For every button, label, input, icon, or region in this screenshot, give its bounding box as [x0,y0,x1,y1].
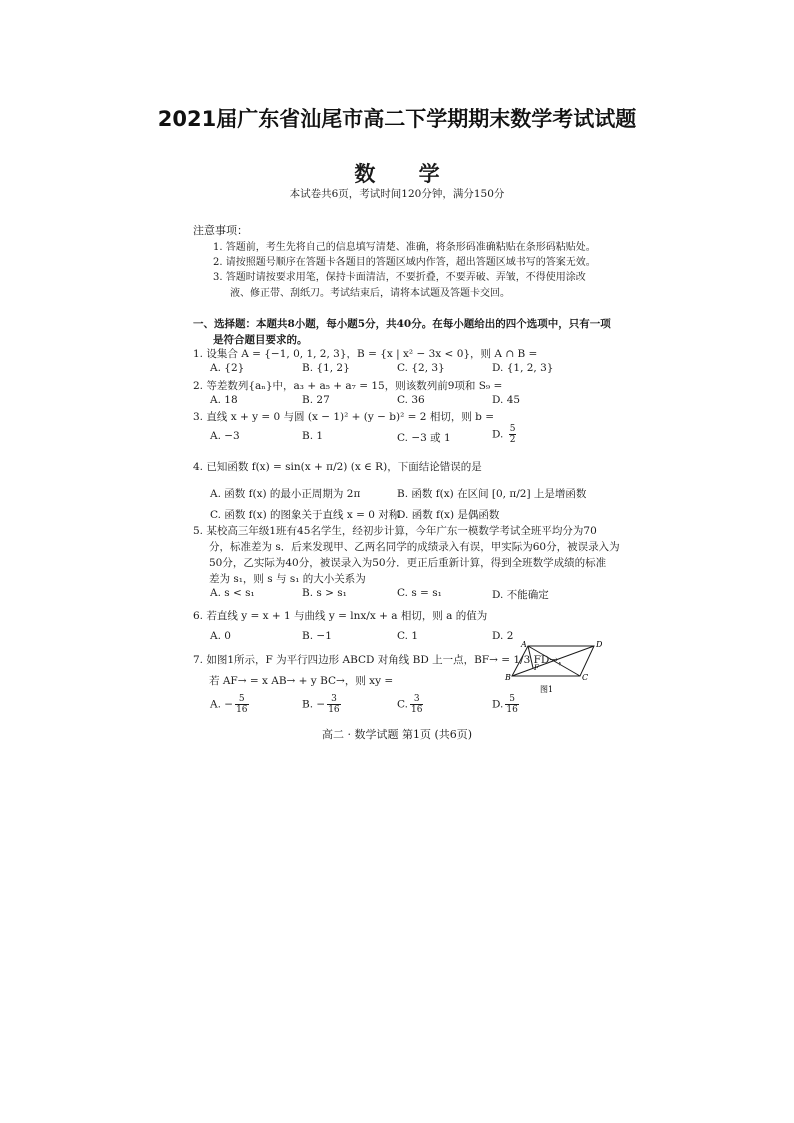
fraction-denominator: 16 [411,705,423,715]
q4-option-c: C. 函数 f(x) 的图象关于直线 x = 0 对称 [210,509,400,521]
q3-option-d-prefix: D. [492,428,504,441]
q7-option-b [302,694,343,715]
q3-option-a: A. −3 [210,430,240,442]
q3-option-c: C. −3 或 1 [397,432,451,444]
fraction-numerator: 3 [410,694,423,705]
section-header-cont: 是符合题目要求的。 [213,334,308,346]
fraction-numerator: 5 [235,694,248,705]
q5-option-c: C. s = s₁ [397,587,442,599]
q7-option-a-prefix: A. − [210,698,234,711]
q2-option-c: C. 36 [397,394,425,406]
q7-option-c-prefix: C. [397,698,408,711]
fraction-denominator: 16 [328,705,340,715]
q1-option-b: B. {1, 2} [302,362,350,374]
q2-option-d: D. 45 [492,394,521,406]
segment-af [528,646,533,668]
q4-option-a: A. 函数 f(x) 的最小正周期为 2π [210,488,361,500]
q5-option-a: A. s < s₁ [210,587,255,599]
q3-option-d [492,424,518,445]
note-item: 1. 答题前，考生先将自己的信息填写清楚、准确，将条形码准确粘贴在条形码粘贴处。 [213,242,596,253]
section-header: 一、选择题：本题共8小题，每小题5分，共40分。在每小题给出的四个选项中，只有一项 [193,318,611,330]
question-5-line: 5. 某校高三年级1班有45名学生，经初步计算，今年广东一模数学考试全班平均分为70 [193,525,597,537]
q4-option-d: D. 函数 f(x) 是偶函数 [397,509,500,521]
fraction-denominator: 16 [506,705,518,715]
q4-option-b: B. 函数 f(x) 在区间 [0, π/2] 上是增函数 [397,488,587,500]
notes-title: 注意事项： [193,224,248,237]
document-title: 2021届广东省汕尾市高二下学期期末数学考试试题 [157,107,637,131]
q7-option-a [210,694,251,715]
q5-option-d: D. 不能确定 [492,589,549,601]
vertex-label-a: A [521,640,527,649]
vertex-label-d: D [596,640,603,649]
figure-caption: 图1 [540,685,554,694]
parallelogram-figure [504,636,604,696]
note-item: 3. 答题时请按要求用笔，保持卡面清洁，不要折叠，不要弄破、弄皱，不得使用涂改 [213,272,586,283]
q7-option-c [397,694,425,715]
question-6-stem: 6. 若直线 y = x + 1 与曲线 y = lnx/x + a 相切，则 a 的值为 [193,610,488,622]
q6-option-a: A. 0 [210,630,231,642]
q7-option-d-fraction [505,694,518,715]
note-item: 2. 请按照题号顺序在答题卡各题目的答题区域内作答，超出答题区域书写的答案无效。 [213,257,596,268]
q7-option-b-fraction [327,694,340,715]
q1-option-c: C. {2, 3} [397,362,445,374]
question-4-stem: 4. 已知函数 f(x) = sin(x + π/2) (x ∈ R)，下面结论错误的是 [193,461,482,473]
fraction-numerator: 3 [327,694,340,705]
note-item: 液、修正带、刮纸刀。考试结束后，请将本试题及答题卡交回。 [230,288,510,299]
q6-option-c: C. 1 [397,630,419,642]
q3-option-d-fraction [509,424,517,445]
vertex-label-b: B [505,673,511,682]
page-footer: 高二 · 数学试题 第1页 (共6页) [321,728,473,741]
subject-title: 数 学 [354,161,458,186]
fraction-denominator: 2 [509,435,516,445]
q3-option-b: B. 1 [302,430,324,442]
question-1-stem: 1. 设集合 A = {−1, 0, 1, 2, 3}，B = {x | x² − 3x < 0}，则 A ∩ B = [193,348,538,360]
exam-info: 本试卷共6页，考试时间120分钟，满分150分 [289,188,505,200]
q7-option-b-prefix: B. − [302,698,326,711]
q7-option-c-fraction [410,694,423,715]
q6-option-d: D. 2 [492,630,514,642]
fraction-numerator: 5 [509,424,516,434]
q1-option-a: A. {2} [210,362,245,374]
q1-option-d: D. {1, 2, 3} [492,362,554,374]
question-5-line: 差为 s₁，则 s 与 s₁ 的大小关系为 [209,573,366,585]
question-7-stem: 7. 如图1所示，F 为平行四边形 ABCD 对角线 BD 上一点，BF→ = 1/3 FD→， [193,654,569,666]
fraction-numerator: 5 [505,694,518,705]
question-7-stem-cont: 若 AF→ = x AB→ + y BC→，则 xy = [209,675,394,687]
q5-option-b: B. s > s₁ [302,587,347,599]
question-2-stem: 2. 等差数列{aₙ}中，a₃ + a₅ + a₇ = 15，则该数列前9项和 S₉ = [193,380,503,392]
q6-option-b: B. −1 [302,630,332,642]
question-5-line: 分，标准差为 s．后来发现甲、乙两名同学的成绩录入有误，甲实际为60分，被误录入为 [209,541,620,553]
fraction-denominator: 16 [236,705,248,715]
q7-option-d-prefix: D. [492,698,504,711]
vertex-label-c: C [582,673,589,682]
question-3-stem: 3. 直线 x + y = 0 与圆 (x − 1)² + (y − b)² = 2 相切，则 b = [193,411,495,423]
q7-option-a-fraction [235,694,248,715]
q2-option-a: A. 18 [210,394,238,406]
q7-option-d [492,694,521,715]
point-label-f: F [534,664,539,672]
question-5-line: 50分，乙实际为40分，被误录入为50分．更正后重新计算，得到全班数学成绩的标准 [209,557,607,569]
q2-option-b: B. 27 [302,394,330,406]
